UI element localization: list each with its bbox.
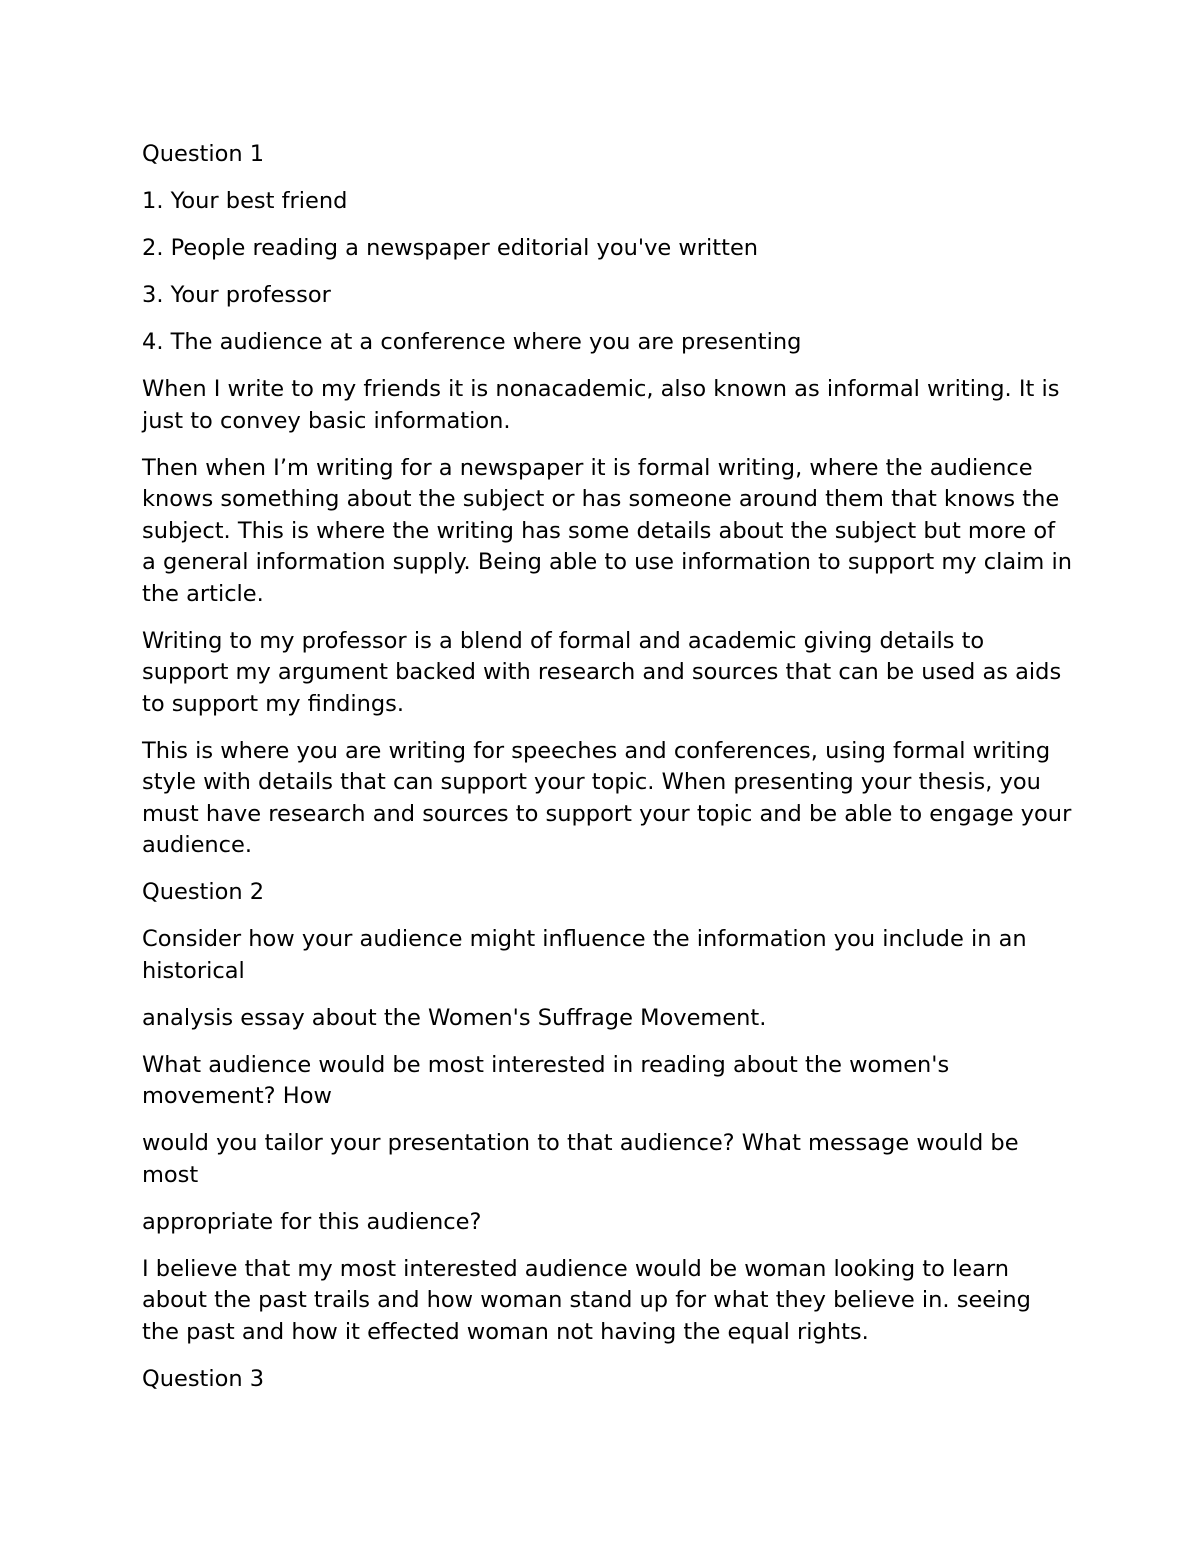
prompt-line-4: would you tailor your presentation to that audience? What message would be most [142,1130,1019,1188]
prompt-line-5: appropriate for this audience? [142,1208,482,1235]
paragraph-professor: Writing to my professor is a blend of formal and academic giving details to support my argument backed with research and sources that can be used as aids to support my findings. [142,627,1062,717]
heading-question-3: Question 3 [142,1365,265,1392]
prompt-line-3: What audience would be most interested in reading about the women's movement? How [142,1051,950,1109]
list-item-1: 1. Your best friend [142,188,348,214]
paragraph-newspaper: Then when I’m writing for a newspaper it is formal writing, where the audience knows something about the subject or has someone around them that knows the subject. This is where the writing has some details about the subject but more of a general information supply. Being able to use information to support my claim in the article. [142,454,1073,607]
prompt-line-2: analysis essay about the Women's Suffrage Movement. [142,1004,767,1031]
heading-question-2: Question 2 [142,879,265,905]
paragraph-conference: This is where you are writing for speeches and conferences, using formal writing style with details that can support your topic. When presenting your thesis, you must have research and sources to support your topic and be able to engage your audience. [142,737,1072,858]
heading-question-1: Question 1 [142,141,265,167]
list-item-2: 2. People reading a newspaper editorial you've written [142,235,759,261]
paragraph-answer-2: I believe that my most interested audience would be woman looking to learn about the past trails and how woman stand up for what they believe in. seeing the past and how it effected woman not having the equal rights. [142,1255,1031,1345]
list-item-4: 4. The audience at a conference where you are presenting [142,329,802,355]
prompt-line-1: Consider how your audience might influence the information you include in an historical [142,926,1027,984]
paragraph-friends: When I write to my friends it is nonacademic, also known as informal writing. It is just to convey basic information. [142,376,1060,434]
document-body [142,139,1072,1411]
list-item-3: 3. Your professor [142,282,331,308]
